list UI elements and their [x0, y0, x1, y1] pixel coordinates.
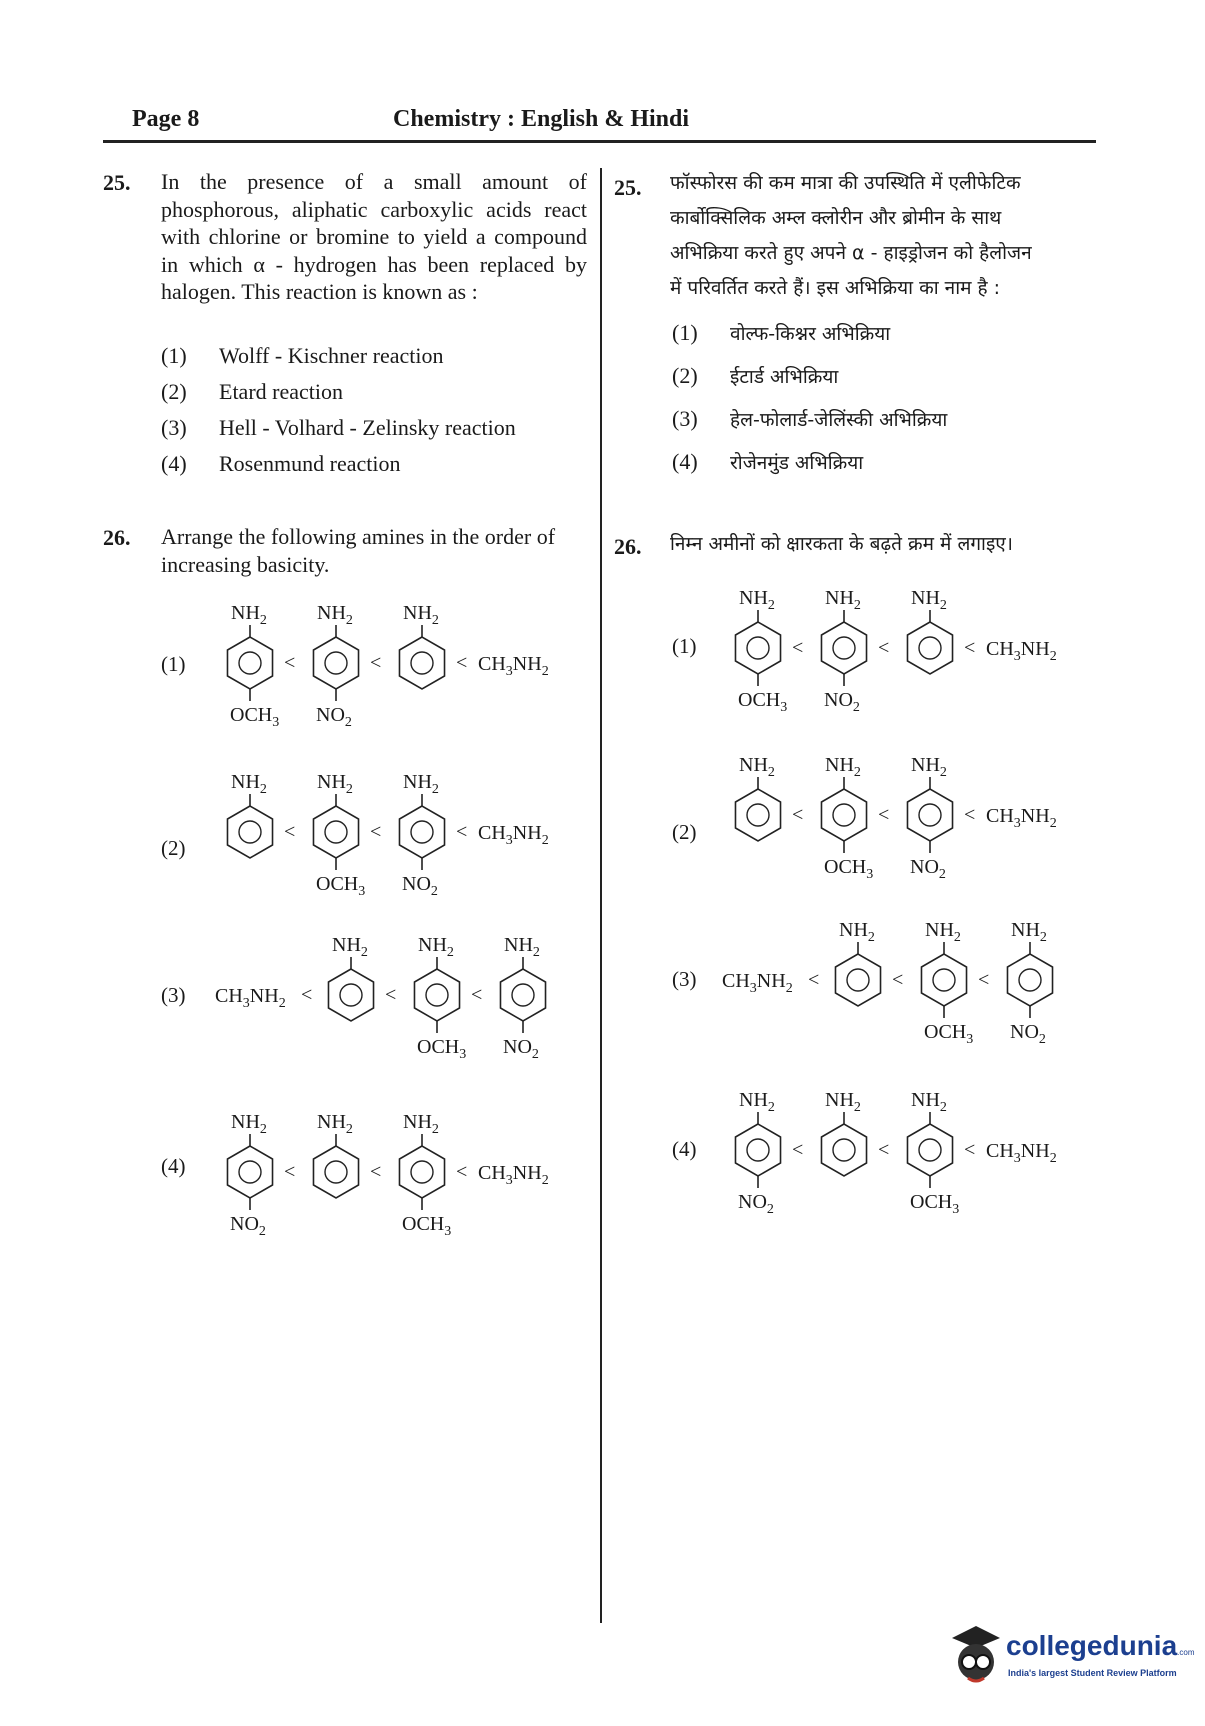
- ch3nh2-label: $CH_3NH_2$: [722, 970, 793, 996]
- no2-label: $NO_2$: [910, 856, 946, 882]
- less-than-sign: <: [792, 637, 804, 659]
- option-number: (3): [161, 415, 187, 440]
- ch3nh2-label: $CH_3NH_2$: [478, 653, 549, 679]
- och3-label: $OCH_3$: [924, 1021, 974, 1047]
- en-q26-option-4-number[interactable]: (4): [161, 1154, 186, 1178]
- nh2-label: $NH_2$: [739, 1089, 775, 1115]
- benzene-ring: [735, 754, 780, 841]
- nh2-label: $NH_2$: [1011, 919, 1047, 945]
- option-number: (1): [161, 343, 187, 368]
- och3-label: $OCH_3$: [738, 689, 788, 715]
- less-than-sign: <: [456, 652, 468, 674]
- less-than-sign: <: [892, 969, 904, 991]
- en-q26-number: 26.: [103, 525, 131, 550]
- nh2-label: $NH_2$: [825, 1089, 861, 1115]
- no2-label: $NO_2$: [824, 689, 860, 715]
- benzene-ring: [921, 919, 973, 1047]
- nh2-label: $NH_2$: [911, 754, 947, 780]
- less-than-sign: <: [284, 652, 296, 674]
- less-than-sign: <: [878, 1139, 890, 1161]
- option-number: (4): [161, 451, 187, 476]
- ch3nh2-label: $CH_3NH_2$: [215, 985, 286, 1011]
- nh2-label: $NH_2$: [911, 587, 947, 613]
- benzene-ring: [907, 1089, 959, 1217]
- en-q26-text: Arrange the following amines in the order of increasing basicity.: [161, 524, 556, 577]
- hi-q25-option-4[interactable]: [672, 449, 863, 475]
- nh2-label: $NH_2$: [403, 602, 439, 628]
- benzene-ring: [821, 587, 866, 715]
- hi-q25-line-4: में परिवर्तित करते हैं। इस अभिक्रिया का नाम है :: [670, 277, 1001, 299]
- option-text: Hell - Volhard - Zelinsky reaction: [219, 415, 516, 440]
- option-text: ईटार्ड अभिक्रिया: [730, 366, 839, 388]
- benzene-ring: [500, 934, 545, 1062]
- nh2-label: $NH_2$: [825, 587, 861, 613]
- hi-q25-line-1: फॉस्फोरस की कम मात्रा की उपस्थिति में एलीफेटिक: [670, 172, 1021, 194]
- hi-q25-option-2[interactable]: [672, 363, 838, 389]
- en-q25-text: In the presence of a small amount of phosphorous, aliphatic carboxylic acids react with chlorine or bromine to yield a compound in which α - hydrogen has been replaced by halogen. This reaction is known as :: [161, 169, 587, 304]
- nh2-label: $NH_2$: [839, 919, 875, 945]
- benzene-ring: [821, 1089, 866, 1176]
- nh2-label: $NH_2$: [911, 1089, 947, 1115]
- graduate-mascot-icon: [946, 1624, 1002, 1688]
- nh2-label: $NH_2$: [231, 771, 267, 797]
- hi-q26-number: 26.: [614, 534, 642, 559]
- header-rule: [103, 140, 1096, 143]
- option-text: हेल-फोलार्ड-जेलिंस्की अभिक्रिया: [730, 409, 948, 431]
- en-q26-option-4-structure: [212, 1102, 652, 1242]
- hi-q26-option-1-number[interactable]: (1): [672, 634, 697, 658]
- no2-label: $NO_2$: [503, 1036, 539, 1062]
- en-q26-option-3-number[interactable]: (3): [161, 983, 186, 1007]
- nh2-label: $NH_2$: [418, 934, 454, 960]
- nh2-label: $NH_2$: [317, 1111, 353, 1137]
- less-than-sign: <: [471, 984, 483, 1006]
- option-text: वोल्फ-किश्नर अभिक्रिया: [730, 323, 891, 345]
- benzene-ring: [227, 1111, 272, 1239]
- less-than-sign: <: [284, 1161, 296, 1183]
- less-than-sign: <: [385, 984, 397, 1006]
- nh2-label: $NH_2$: [317, 602, 353, 628]
- nh2-label: $NH_2$: [317, 771, 353, 797]
- och3-label: $OCH_3$: [824, 856, 874, 882]
- option-text: Etard reaction: [219, 379, 343, 404]
- nh2-label: $NH_2$: [403, 771, 439, 797]
- no2-label: $NO_2$: [738, 1191, 774, 1217]
- och3-label: $OCH_3$: [316, 873, 366, 899]
- less-than-sign: <: [964, 637, 976, 659]
- option-number: (4): [672, 449, 698, 474]
- benzene-ring: [313, 602, 358, 730]
- benzene-ring: [399, 602, 444, 689]
- hi-q26-option-2-number[interactable]: (2): [672, 820, 697, 844]
- hi-q25-number: 25.: [614, 175, 642, 200]
- option-text: Wolff - Kischner reaction: [219, 343, 444, 368]
- benzene-ring: [835, 919, 880, 1006]
- nh2-label: $NH_2$: [332, 934, 368, 960]
- nh2-label: $NH_2$: [825, 754, 861, 780]
- benzene-ring: [399, 1111, 451, 1239]
- ch3nh2-label: $CH_3NH_2$: [478, 822, 549, 848]
- en-q25-option-4[interactable]: [161, 451, 400, 477]
- hi-q25-option-1[interactable]: [672, 320, 890, 346]
- less-than-sign: <: [370, 652, 382, 674]
- en-q26-option-1-number[interactable]: (1): [161, 652, 186, 676]
- less-than-sign: <: [878, 804, 890, 826]
- option-number: (1): [672, 320, 698, 345]
- hi-q25-line-2: कार्बोक्सिलिक अम्ल क्लोरीन और ब्रोमीन के साथ: [670, 207, 1002, 229]
- en-q26-option-1-structure: [212, 593, 652, 733]
- option-number: (2): [672, 363, 698, 388]
- less-than-sign: <: [808, 969, 820, 991]
- hi-q26-option-1-structure: [720, 578, 1160, 718]
- less-than-sign: <: [964, 1139, 976, 1161]
- nh2-label: $NH_2$: [403, 1111, 439, 1137]
- less-than-sign: <: [370, 1161, 382, 1183]
- en-q25-number: 25.: [103, 170, 131, 195]
- no2-label: $NO_2$: [230, 1213, 266, 1239]
- hi-q25-line-3: अभिक्रिया करते हुए अपने α - हाइड्रोजन को हैलोजन: [670, 242, 1032, 264]
- less-than-sign: <: [792, 1139, 804, 1161]
- hi-q26-option-4-number[interactable]: (4): [672, 1137, 697, 1161]
- och3-label: $OCH_3$: [417, 1036, 467, 1062]
- less-than-sign: <: [792, 804, 804, 826]
- option-number: (2): [161, 379, 187, 404]
- benzene-ring: [735, 1089, 780, 1217]
- benzene-ring: [227, 602, 279, 730]
- hi-q26-option-4-structure: [720, 1080, 1160, 1220]
- no2-label: $NO_2$: [1010, 1021, 1046, 1047]
- nh2-label: $NH_2$: [504, 934, 540, 960]
- option-number: (3): [672, 406, 698, 431]
- less-than-sign: <: [964, 804, 976, 826]
- hi-q26-option-2-structure: [720, 745, 1160, 885]
- collegedunia-logo[interactable]: [946, 1624, 1195, 1694]
- less-than-sign: <: [978, 969, 990, 991]
- nh2-label: $NH_2$: [231, 1111, 267, 1137]
- benzene-ring: [1007, 919, 1052, 1047]
- less-than-sign: <: [370, 821, 382, 843]
- less-than-sign: <: [284, 821, 296, 843]
- page-title: Chemistry : English & Hindi: [393, 106, 690, 132]
- en-q26-option-2-structure: [212, 762, 652, 902]
- en-q26-option-2-number[interactable]: (2): [161, 836, 186, 860]
- logo-tagline: India's largest Student Review Platform: [1008, 1668, 1177, 1678]
- en-q25-option-1[interactable]: [161, 343, 443, 369]
- no2-label: $NO_2$: [402, 873, 438, 899]
- page-number: Page 8: [132, 106, 200, 132]
- en-q26-option-3-structure: [215, 925, 655, 1065]
- benzene-ring: [414, 934, 466, 1062]
- en-q25-option-3[interactable]: [161, 415, 516, 441]
- ch3nh2-label: $CH_3NH_2$: [986, 805, 1057, 831]
- less-than-sign: <: [301, 984, 313, 1006]
- hi-q26-option-3-number[interactable]: (3): [672, 967, 697, 991]
- benzene-ring: [399, 771, 444, 899]
- option-text: Rosenmund reaction: [219, 451, 401, 476]
- och3-label: $OCH_3$: [402, 1213, 452, 1239]
- och3-label: $OCH_3$: [230, 704, 280, 730]
- ch3nh2-label: $CH_3NH_2$: [986, 638, 1057, 664]
- logo-wordmark: collegedunia.com: [1006, 1630, 1195, 1661]
- hi-q25-option-3[interactable]: [672, 406, 947, 432]
- ch3nh2-label: $CH_3NH_2$: [986, 1140, 1057, 1166]
- benzene-ring: [313, 771, 365, 899]
- benzene-ring: [227, 771, 272, 858]
- nh2-label: $NH_2$: [739, 587, 775, 613]
- benzene-ring: [313, 1111, 358, 1198]
- ch3nh2-label: $CH_3NH_2$: [478, 1162, 549, 1188]
- en-q25-option-2[interactable]: [161, 379, 343, 405]
- benzene-ring: [907, 587, 952, 674]
- och3-label: $OCH_3$: [910, 1191, 960, 1217]
- nh2-label: $NH_2$: [925, 919, 961, 945]
- nh2-label: $NH_2$: [231, 602, 267, 628]
- no2-label: $NO_2$: [316, 704, 352, 730]
- hi-q26-text: निम्न अमीनों को क्षारकता के बढ़ते क्रम में लगाइए।: [670, 533, 1013, 555]
- less-than-sign: <: [878, 637, 890, 659]
- less-than-sign: <: [456, 1161, 468, 1183]
- benzene-ring: [735, 587, 787, 715]
- hi-q26-option-3-structure: [722, 910, 1162, 1050]
- benzene-ring: [328, 934, 373, 1021]
- nh2-label: $NH_2$: [739, 754, 775, 780]
- option-text: रोजेनमुंड अभिक्रिया: [730, 452, 864, 474]
- benzene-ring: [821, 754, 873, 882]
- less-than-sign: <: [456, 821, 468, 843]
- benzene-ring: [907, 754, 952, 882]
